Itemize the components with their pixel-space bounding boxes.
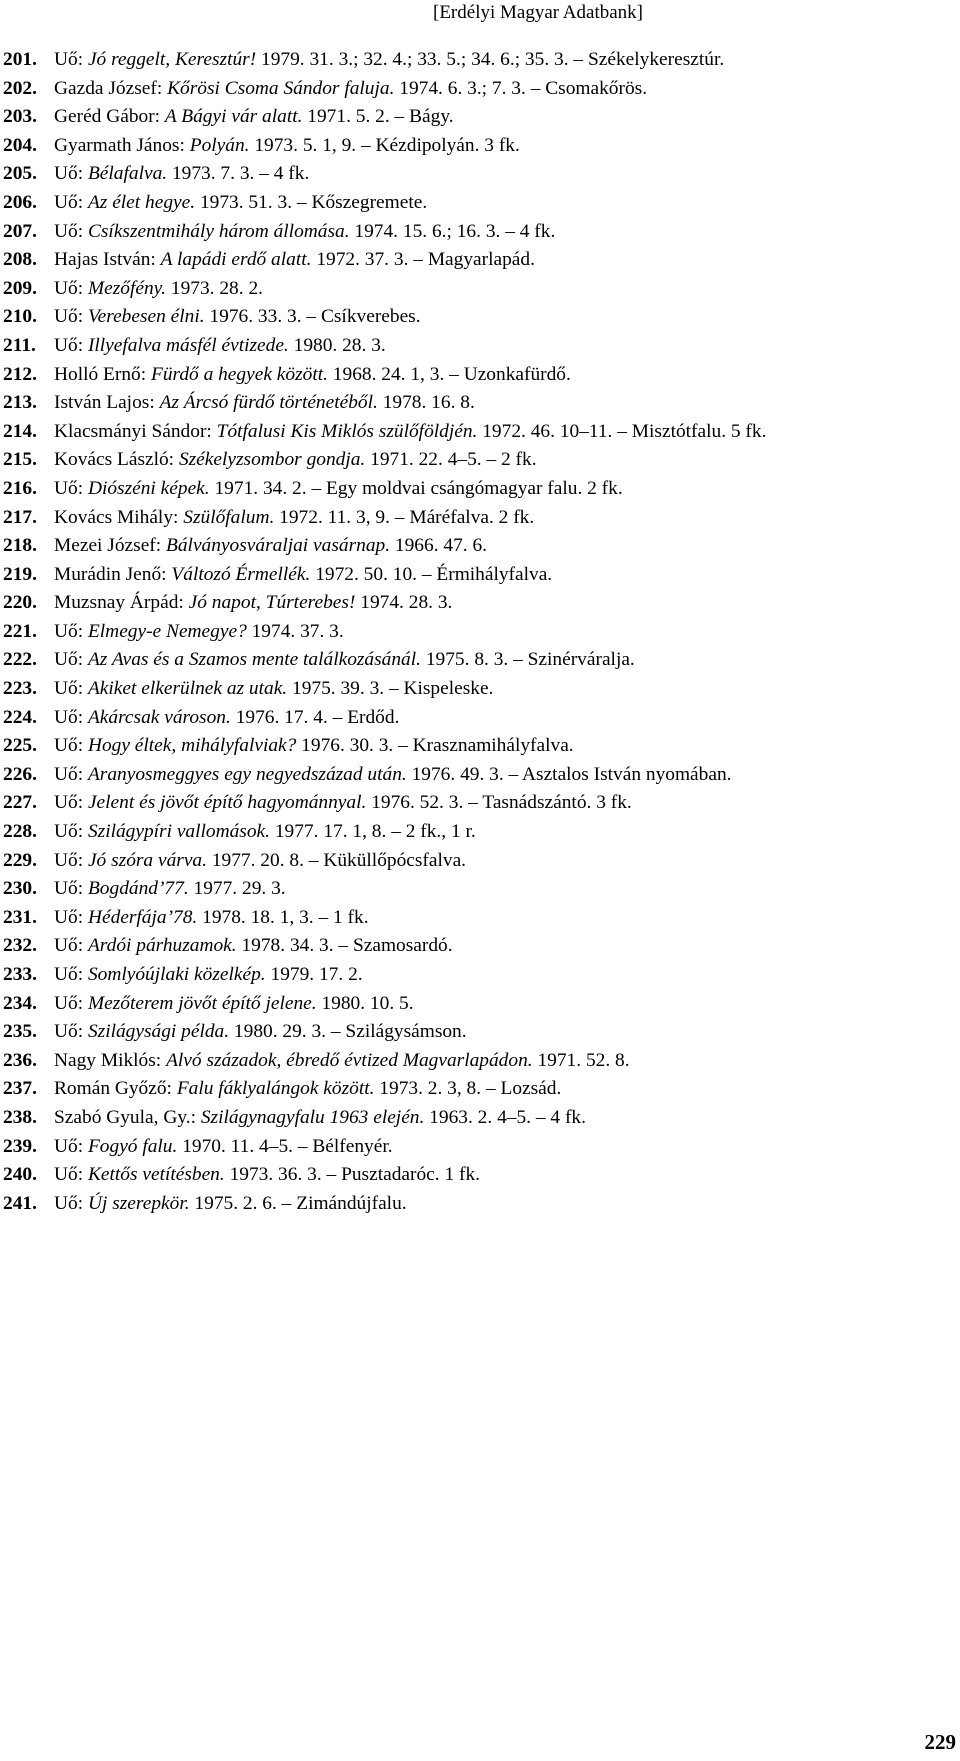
entry-number: 218. bbox=[3, 535, 37, 557]
entry-title: Ardói párhuzamok. bbox=[87, 935, 237, 957]
entry-title: Bogdánd’77. bbox=[87, 878, 189, 900]
entry-title: Az Árcsó fürdő történetéből. bbox=[159, 392, 378, 414]
entry-author: Uő: bbox=[54, 1021, 84, 1043]
entry-title: Mezőfény. bbox=[87, 277, 167, 299]
bibliography-list bbox=[0, 46, 960, 1218]
entry-number: 216. bbox=[3, 477, 37, 499]
entry-title: Falu fáklyalángok között. bbox=[176, 1078, 375, 1100]
bibliography-entry bbox=[0, 303, 905, 332]
entry-author: Geréd Gábor: bbox=[54, 106, 161, 128]
entry-details: 1977. 17. 1, 8. – 2 fk., 1 r. bbox=[270, 821, 476, 843]
entry-number: 226. bbox=[3, 763, 37, 785]
entry-number: 237. bbox=[3, 1078, 37, 1100]
entry-title: Új szerepkör. bbox=[87, 1192, 190, 1214]
bibliography-entry bbox=[0, 1161, 905, 1190]
bibliography-entry bbox=[0, 847, 905, 876]
entry-author: Uő: bbox=[54, 1164, 84, 1186]
entry-title: Szilágynagyfalu 1963 elején. bbox=[200, 1106, 425, 1128]
entry-author: Holló Ernő: bbox=[54, 363, 147, 385]
entry-details: 1966. 47. 6. bbox=[390, 535, 488, 557]
entry-number: 201. bbox=[3, 49, 37, 70]
entry-author: Uő: bbox=[54, 220, 84, 242]
entry-details: 1977. 29. 3. bbox=[188, 878, 286, 900]
entry-author: Uő: bbox=[54, 620, 84, 642]
bibliography-entry bbox=[0, 589, 905, 618]
entry-author: Uő: bbox=[54, 277, 84, 299]
entry-details: 1973. 28. 2. bbox=[166, 277, 263, 299]
entry-number: 207. bbox=[3, 220, 37, 242]
entry-author: Román Győző: bbox=[54, 1078, 172, 1100]
entry-title: Tótfalusi Kis Miklós szülőföldjén. bbox=[216, 420, 478, 442]
bibliography-entry bbox=[0, 789, 905, 818]
entry-number: 217. bbox=[3, 506, 37, 528]
entry-title: Akárcsak városon. bbox=[87, 706, 231, 728]
entry-title: Az Avas és a Szamos mente találkozásánál. bbox=[87, 649, 421, 671]
entry-author: Uő: bbox=[54, 706, 84, 728]
entry-author: Klacsmányi Sándor: bbox=[54, 420, 212, 442]
entry-details: 1980. 28. 3. bbox=[288, 334, 386, 356]
entry-title: Szilágypíri vallomások. bbox=[87, 821, 270, 843]
entry-title: Jó reggelt, Keresztúr! bbox=[87, 49, 257, 70]
entry-details: 1976. 52. 3. – Tasnádszántó. 3 fk. bbox=[366, 792, 632, 814]
entry-number: 202. bbox=[3, 77, 37, 99]
entry-number: 235. bbox=[3, 1021, 37, 1043]
entry-details: 1976. 30. 3. – Krasznamihályfalva. bbox=[296, 735, 574, 757]
entry-number: 225. bbox=[3, 735, 37, 757]
bibliography-entry bbox=[0, 704, 905, 733]
bibliography-entry bbox=[0, 732, 905, 761]
entry-details: 1973. 7. 3. – 4 fk. bbox=[167, 163, 310, 185]
entry-number: 240. bbox=[3, 1164, 37, 1186]
entry-author: Murádin Jenő: bbox=[54, 563, 167, 585]
entry-number: 238. bbox=[3, 1106, 37, 1128]
bibliography-entry bbox=[0, 1018, 905, 1047]
entry-number: 234. bbox=[3, 992, 37, 1014]
entry-details: 1973. 51. 3. – Kőszegremete. bbox=[195, 191, 428, 213]
bibliography-entry bbox=[0, 1075, 905, 1104]
entry-author: Kovács Mihály: bbox=[54, 506, 179, 528]
bibliography-entry bbox=[0, 818, 905, 847]
entry-number: 209. bbox=[3, 277, 37, 299]
entry-title: Fogyó falu. bbox=[87, 1135, 178, 1157]
entry-author: Uő: bbox=[54, 935, 84, 957]
header-text: [Erdélyi Magyar Adatbank] bbox=[433, 2, 643, 23]
entry-details: 1975. 8. 3. – Szinérváralja. bbox=[421, 649, 635, 671]
entry-title: Szilágysági példa. bbox=[87, 1021, 230, 1043]
bibliography-entry bbox=[0, 275, 905, 304]
entry-title: Jó napot, Túrterebes! bbox=[188, 592, 356, 614]
entry-details: 1973. 5. 1, 9. – Kézdipolyán. 3 fk. bbox=[249, 134, 520, 156]
entry-title: Illyefalva másfél évtizede. bbox=[87, 334, 289, 356]
bibliography-entry bbox=[0, 160, 905, 189]
bibliography-entry bbox=[0, 932, 905, 961]
entry-number: 228. bbox=[3, 821, 37, 843]
bibliography-entry bbox=[0, 418, 905, 447]
entry-author: Hajas István: bbox=[54, 249, 156, 271]
bibliography-entry bbox=[0, 475, 905, 504]
entry-author: Uő: bbox=[54, 821, 84, 843]
entry-details: 1970. 11. 4–5. – Bélfenyér. bbox=[177, 1135, 393, 1157]
bibliography-entry bbox=[0, 218, 905, 247]
entry-details: 1975. 2. 6. – Zimándújfalu. bbox=[189, 1192, 407, 1214]
entry-author: Uő: bbox=[54, 306, 84, 328]
entry-author: Uő: bbox=[54, 906, 84, 928]
bibliography-entry bbox=[0, 1047, 905, 1076]
entry-details: 1977. 20. 8. – Küküllőpócsfalva. bbox=[206, 849, 467, 871]
entry-author: Kovács László: bbox=[54, 449, 175, 471]
entry-details: 1980. 10. 5. bbox=[316, 992, 414, 1014]
entry-number: 213. bbox=[3, 392, 37, 414]
entry-title: Kettős vetítésben. bbox=[87, 1164, 225, 1186]
entry-details: 1978. 34. 3. – Szamosardó. bbox=[236, 935, 453, 957]
bibliography-entry bbox=[0, 332, 905, 361]
entry-author: Gazda József: bbox=[54, 77, 163, 99]
bibliography-entry bbox=[0, 561, 905, 590]
entry-title: Verebesen élni. bbox=[87, 306, 205, 328]
bibliography-entry bbox=[0, 132, 905, 161]
bibliography-entry bbox=[0, 646, 905, 675]
bibliography-entry bbox=[0, 103, 905, 132]
entry-number: 224. bbox=[3, 706, 37, 728]
entry-number: 203. bbox=[3, 106, 37, 128]
entry-number: 206. bbox=[3, 191, 37, 213]
entry-author: Uő: bbox=[54, 992, 84, 1014]
entry-details: 1971. 5. 2. – Bágy. bbox=[302, 106, 454, 128]
entry-author: Uő: bbox=[54, 878, 84, 900]
bibliography-entry bbox=[0, 389, 905, 418]
entry-number: 221. bbox=[3, 620, 37, 642]
page-number: 229 bbox=[924, 1730, 956, 1754]
entry-details: 1973. 36. 3. – Pusztadaróc. 1 fk. bbox=[224, 1164, 481, 1186]
entry-details: 1979. 17. 2. bbox=[265, 964, 363, 985]
entry-details: 1973. 2. 3, 8. – Lozsád. bbox=[374, 1078, 562, 1100]
entry-details: 1963. 2. 4–5. – 4 fk. bbox=[424, 1106, 586, 1128]
entry-author: Uő: bbox=[54, 49, 84, 70]
entry-details: 1976. 49. 3. – Asztalos István nyomában. bbox=[406, 763, 732, 785]
bibliography-entry bbox=[0, 904, 905, 933]
entry-details: 1971. 34. 2. – Egy moldvai csángómagyar falu. 2 fk. bbox=[209, 477, 623, 499]
entry-number: 220. bbox=[3, 592, 37, 614]
entry-number: 232. bbox=[3, 935, 37, 957]
entry-author: Mezei József: bbox=[54, 535, 162, 557]
entry-author: Uő: bbox=[54, 1192, 84, 1214]
entry-title: Fürdő a hegyek között. bbox=[150, 363, 328, 385]
bibliography-entry bbox=[0, 446, 905, 475]
entry-details: 1978. 16. 8. bbox=[377, 392, 475, 414]
entry-number: 214. bbox=[3, 420, 37, 442]
entry-details: 1972. 50. 10. – Érmihályfalva. bbox=[310, 563, 553, 585]
entry-author: Gyarmath János: bbox=[54, 134, 185, 156]
entry-title: Somlyóújlaki közelkép. bbox=[87, 964, 266, 985]
entry-title: Bálványosváraljai vasárnap. bbox=[166, 535, 391, 557]
entry-number: 233. bbox=[3, 964, 37, 985]
entry-details: 1978. 18. 1, 3. – 1 fk. bbox=[197, 906, 369, 928]
entry-title: Elmegy-e Nemegye? bbox=[87, 620, 247, 642]
entry-details: 1976. 17. 4. – Erdőd. bbox=[230, 706, 400, 728]
bibliography-entry bbox=[0, 961, 905, 990]
entry-details: 1979. 31. 3.; 32. 4.; 33. 5.; 34. 6.; 35. 3. – Székelykeresztúr. bbox=[256, 49, 725, 70]
entry-details: 1980. 29. 3. – Szilágysámson. bbox=[229, 1021, 467, 1043]
entry-author: István Lajos: bbox=[54, 392, 155, 414]
entry-author: Muzsnay Árpád: bbox=[54, 592, 184, 614]
entry-title: Mezőterem jövőt építő jelene. bbox=[87, 992, 317, 1014]
bibliography-entry bbox=[0, 618, 905, 647]
bibliography-entry bbox=[0, 361, 905, 390]
entry-details: 1972. 46. 10–11. – Misztótfalu. 5 fk. bbox=[477, 420, 767, 442]
entry-number: 204. bbox=[3, 134, 37, 156]
entry-author: Uő: bbox=[54, 163, 84, 185]
entry-details: 1975. 39. 3. – Kispeleske. bbox=[287, 678, 494, 700]
entry-number: 222. bbox=[3, 649, 37, 671]
entry-details: 1974. 28. 3. bbox=[355, 592, 453, 614]
entry-title: Székelyzsombor gondja. bbox=[178, 449, 366, 471]
entry-title: Bélafalva. bbox=[87, 163, 168, 185]
entry-author: Uő: bbox=[54, 191, 84, 213]
entry-number: 219. bbox=[3, 563, 37, 585]
entry-number: 230. bbox=[3, 878, 37, 900]
entry-details: 1976. 33. 3. – Csíkverebes. bbox=[204, 306, 421, 328]
entry-details: 1974. 15. 6.; 16. 3. – 4 fk. bbox=[349, 220, 556, 242]
bibliography-entry bbox=[0, 761, 905, 790]
entry-author: Uő: bbox=[54, 334, 84, 356]
entry-author: Uő: bbox=[54, 649, 84, 671]
entry-title: Jó szóra várva. bbox=[87, 849, 207, 871]
entry-title: Akiket elkerülnek az utak. bbox=[87, 678, 288, 700]
entry-number: 205. bbox=[3, 163, 37, 185]
entry-number: 208. bbox=[3, 249, 37, 271]
entry-number: 231. bbox=[3, 906, 37, 928]
entry-author: Nagy Miklós: bbox=[54, 1049, 162, 1071]
entry-details: 1974. 37. 3. bbox=[246, 620, 344, 642]
entry-author: Uő: bbox=[54, 1135, 84, 1157]
entry-number: 215. bbox=[3, 449, 37, 471]
entry-details: 1974. 6. 3.; 7. 3. – Csomakőrös. bbox=[394, 77, 648, 99]
entry-title: A lapádi erdő alatt. bbox=[160, 249, 312, 271]
entry-title: Szülőfalum. bbox=[183, 506, 275, 528]
entry-author: Uő: bbox=[54, 678, 84, 700]
entry-details: 1972. 11. 3, 9. – Máréfalva. 2 fk. bbox=[274, 506, 535, 528]
entry-title: Változó Érmellék. bbox=[171, 563, 311, 585]
entry-title: Diószéni képek. bbox=[87, 477, 210, 499]
entry-number: 211. bbox=[3, 334, 36, 356]
entry-title: Aranyosmeggyes egy negyedszázad után. bbox=[87, 763, 407, 785]
entry-number: 223. bbox=[3, 678, 37, 700]
entry-author: Uő: bbox=[54, 735, 84, 757]
entry-number: 229. bbox=[3, 849, 37, 871]
bibliography-entry bbox=[0, 504, 905, 533]
entry-author: Uő: bbox=[54, 849, 84, 871]
entry-title: Héderfája’78. bbox=[87, 906, 198, 928]
bibliography-entry bbox=[0, 1190, 905, 1219]
bibliography-entry bbox=[0, 875, 905, 904]
entry-number: 236. bbox=[3, 1049, 37, 1071]
entry-author: Uő: bbox=[54, 763, 84, 785]
entry-title: Alvó századok, ébredő évtized Magvarlapádon. bbox=[166, 1049, 533, 1071]
bibliography-entry bbox=[0, 75, 905, 104]
entry-details: 1971. 52. 8. bbox=[532, 1049, 630, 1071]
bibliography-entry bbox=[0, 46, 905, 75]
bibliography-entry bbox=[0, 189, 905, 218]
page-header bbox=[0, 2, 960, 24]
bibliography-entry bbox=[0, 1104, 905, 1133]
entry-title: Csíkszentmihály három állomása. bbox=[87, 220, 350, 242]
entry-number: 227. bbox=[3, 792, 37, 814]
entry-title: Jelent és jövőt építő hagyománnyal. bbox=[87, 792, 367, 814]
entry-details: 1968. 24. 1, 3. – Uzonkafürdő. bbox=[327, 363, 571, 385]
entry-author: Uő: bbox=[54, 477, 84, 499]
entry-details: 1972. 37. 3. – Magyarlapád. bbox=[311, 249, 535, 271]
entry-title: Hogy éltek, mihályfalviak? bbox=[87, 735, 297, 757]
entry-title: Polyán. bbox=[189, 134, 250, 156]
entry-author: Szabó Gyula, Gy.: bbox=[54, 1106, 196, 1128]
entry-number: 212. bbox=[3, 363, 37, 385]
entry-author: Uő: bbox=[54, 792, 84, 814]
bibliography-entry bbox=[0, 990, 905, 1019]
entry-title: Kőrösi Csoma Sándor faluja. bbox=[167, 77, 395, 99]
entry-number: 241. bbox=[3, 1192, 37, 1214]
bibliography-entry bbox=[0, 1133, 905, 1162]
entry-details: 1971. 22. 4–5. – 2 fk. bbox=[365, 449, 537, 471]
bibliography-entry bbox=[0, 246, 905, 275]
entry-title: Az élet hegye. bbox=[87, 191, 196, 213]
bibliography-entry bbox=[0, 675, 905, 704]
entry-author: Uő: bbox=[54, 964, 84, 985]
entry-number: 210. bbox=[3, 306, 37, 328]
entry-title: A Bágyi vár alatt. bbox=[164, 106, 303, 128]
bibliography-entry bbox=[0, 532, 905, 561]
entry-number: 239. bbox=[3, 1135, 37, 1157]
